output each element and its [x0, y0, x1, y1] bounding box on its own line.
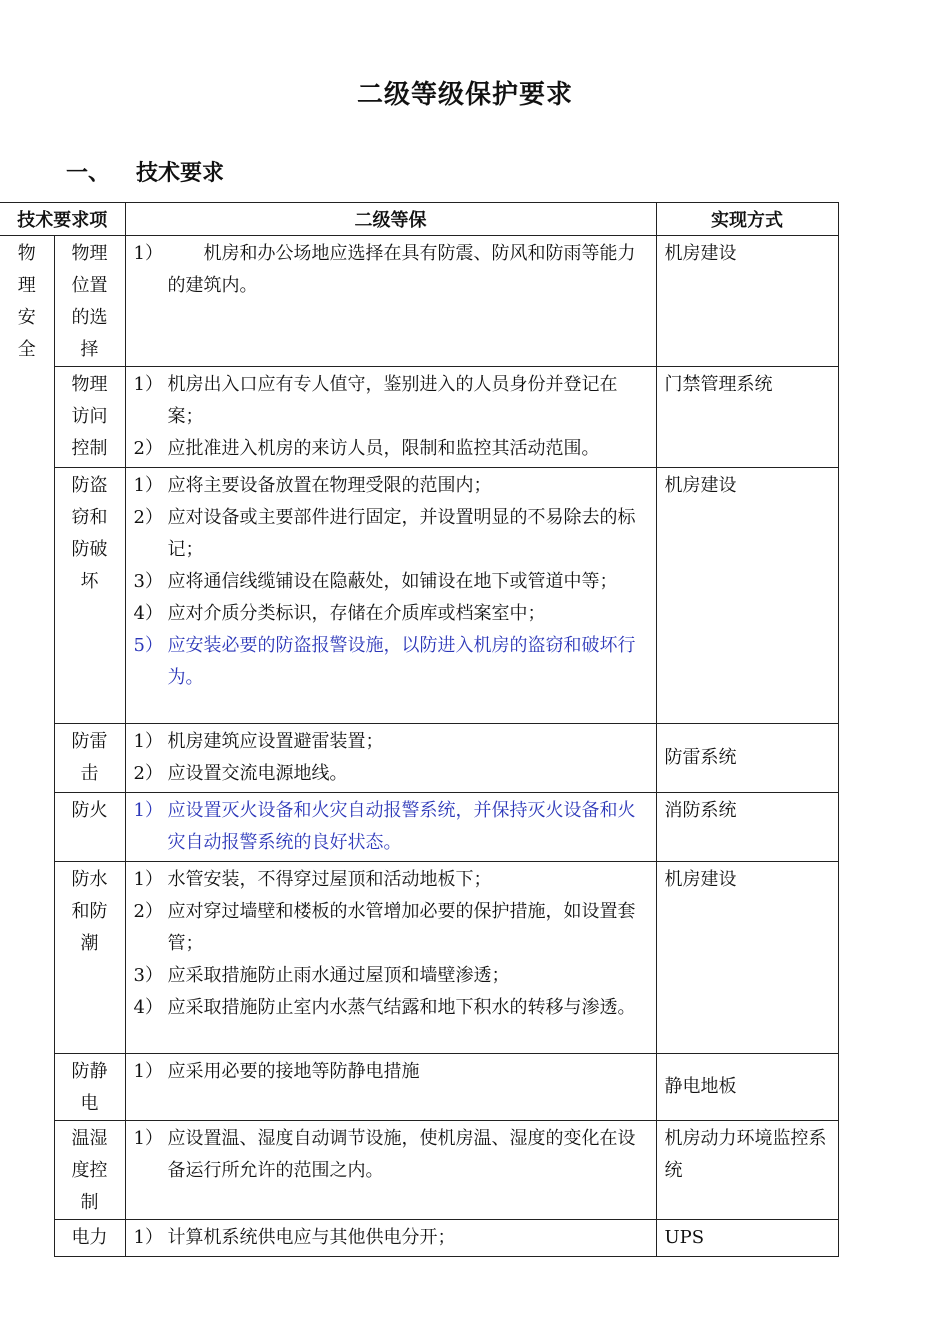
sub-item-label: 防盗窃和防破坏	[71, 475, 108, 592]
requirement-cell	[125, 1054, 656, 1121]
requirement-item	[134, 566, 648, 598]
header-cell: 实现方式	[656, 203, 838, 236]
item-number: 1）	[133, 374, 163, 395]
sub-item-label: 防静电	[71, 1061, 108, 1114]
method-cell: 机房建设	[656, 862, 838, 1054]
requirement-item	[134, 433, 648, 465]
table-row	[0, 468, 838, 724]
item-text: 应采用必要的接地等防静电措施	[167, 1061, 420, 1082]
item-number: 1）	[133, 1061, 163, 1082]
requirement-cell	[125, 367, 656, 468]
item-number: 4）	[133, 997, 163, 1018]
page-title: 二级等级保护要求	[356, 80, 573, 110]
item-text: 应设置交流电源地线。	[167, 763, 348, 784]
section-heading	[66, 156, 224, 187]
requirement-cell	[125, 1121, 656, 1220]
requirement-item	[134, 1123, 648, 1187]
item-text: 应采取措施防止室内水蒸气结露和地下积水的转移与渗透。	[167, 997, 636, 1018]
requirement-item	[134, 795, 648, 859]
method-cell: UPS	[656, 1220, 838, 1257]
table-row	[0, 1220, 838, 1257]
requirement-item	[134, 864, 648, 896]
sub-item-cell	[54, 1121, 125, 1220]
method-cell: 防雷系统	[656, 724, 838, 793]
section-number: 一、	[66, 161, 111, 186]
table-row	[0, 236, 838, 367]
item-text: 应对穿过墙壁和楼板的水管增加必要的保护措施，如设置套管；	[167, 901, 636, 954]
category-cell	[0, 236, 54, 1257]
requirement-cell	[125, 724, 656, 793]
requirement-item	[134, 992, 648, 1024]
item-text: 应将通信线缆铺设在隐蔽处，如铺设在地下或管道中等；	[167, 571, 618, 592]
item-text: 应对介质分类标识，存储在介质库或档案室中；	[167, 603, 546, 624]
method-cell: 机房动力环境监控系统	[656, 1121, 838, 1220]
requirement-item	[134, 470, 648, 502]
requirement-item	[134, 1056, 648, 1088]
item-text: 水管安装，不得穿过屋顶和活动地板下；	[167, 869, 492, 890]
item-number: 2）	[133, 763, 163, 784]
requirement-cell	[125, 1220, 656, 1257]
requirement-item	[134, 502, 648, 566]
item-number: 1）	[133, 869, 163, 890]
item-text: 应批准进入机房的来访人员，限制和监控其活动范围。	[167, 438, 600, 459]
table-row	[0, 1121, 838, 1220]
requirement-cell	[125, 793, 656, 862]
table-row	[0, 1054, 838, 1121]
table-row	[0, 724, 838, 793]
method-cell: 机房建设	[656, 236, 838, 367]
item-text: 应安装必要的防盗报警设施，以防进入机房的盗窃和破坏行为。	[167, 635, 636, 688]
sub-item-cell	[54, 724, 125, 793]
sub-item-cell	[54, 236, 125, 367]
sub-item-cell	[54, 793, 125, 862]
header-cell: 二级等保	[125, 203, 656, 236]
requirement-cell	[125, 862, 656, 1054]
item-number: 2）	[133, 438, 163, 459]
table-row	[0, 862, 838, 1054]
method-cell: 机房建设	[656, 468, 838, 724]
requirement-item	[134, 598, 648, 630]
method-cell: 门禁管理系统	[656, 367, 838, 468]
item-text: 应对设备或主要部件进行固定，并设置明显的不易除去的标记；	[167, 507, 636, 560]
item-number: 3）	[133, 965, 163, 986]
sub-item-label: 防雷击	[71, 731, 108, 784]
item-number: 1）	[133, 1227, 163, 1248]
requirement-item	[134, 630, 648, 694]
requirement-item	[134, 369, 648, 433]
section-title: 技术要求	[136, 161, 225, 186]
item-number: 3）	[133, 571, 163, 592]
requirement-item	[134, 726, 648, 758]
item-number: 2）	[133, 901, 163, 922]
item-number: 2）	[133, 507, 163, 528]
item-number: 1）	[133, 243, 163, 264]
requirement-cell	[125, 468, 656, 724]
requirement-item	[134, 238, 648, 302]
item-text: 应设置灭火设备和火灾自动报警系统，并保持灭火设备和火灾自动报警系统的良好状态。	[167, 800, 636, 853]
item-text: 机房建筑应设置避雷装置；	[167, 731, 384, 752]
item-number: 1）	[133, 800, 163, 821]
item-number: 1）	[133, 1128, 163, 1149]
item-number: 4）	[133, 603, 163, 624]
sub-item-label: 物理访问控制	[71, 374, 108, 459]
item-text: 计算机系统供电应与其他供电分开；	[167, 1227, 456, 1248]
header-cell: 技术要求项	[0, 203, 125, 236]
item-text: 应将主要设备放置在物理受限的范围内；	[167, 475, 492, 496]
sub-item-label: 电力	[71, 1227, 108, 1248]
item-text: 应采取措施防止雨水通过屋顶和墙壁渗透；	[167, 965, 510, 986]
sub-item-cell	[54, 862, 125, 1054]
requirements-table	[0, 202, 839, 1257]
item-text: 机房和办公场地应选择在具有防震、防风和防雨等能力的建筑内。	[167, 243, 636, 296]
sub-item-label: 防火	[71, 800, 108, 821]
sub-item-cell	[54, 1054, 125, 1121]
sub-item-cell	[54, 367, 125, 468]
sub-item-label: 防水和防潮	[71, 869, 108, 954]
item-number: 5）	[133, 635, 163, 656]
item-number: 1）	[133, 731, 163, 752]
table-row	[0, 367, 838, 468]
item-number: 1）	[133, 475, 163, 496]
requirement-item	[134, 960, 648, 992]
header-row	[0, 203, 838, 236]
table-row	[0, 793, 838, 862]
item-text: 机房出入口应有专人值守，鉴别进入的人员身份并登记在案；	[167, 374, 618, 427]
category-label: 物理安全	[17, 243, 36, 360]
method-cell: 消防系统	[656, 793, 838, 862]
requirement-item	[134, 896, 648, 960]
sub-item-cell	[54, 1220, 125, 1257]
method-cell: 静电地板	[656, 1054, 838, 1121]
sub-item-label: 温湿度控制	[71, 1128, 108, 1213]
sub-item-label: 物理位置的选择	[71, 243, 108, 360]
requirement-cell	[125, 236, 656, 367]
requirement-item	[134, 758, 648, 790]
sub-item-cell	[54, 468, 125, 724]
item-text: 应设置温、湿度自动调节设施，使机房温、湿度的变化在设备运行所允许的范围之内。	[167, 1128, 636, 1181]
requirement-item	[134, 1222, 648, 1254]
